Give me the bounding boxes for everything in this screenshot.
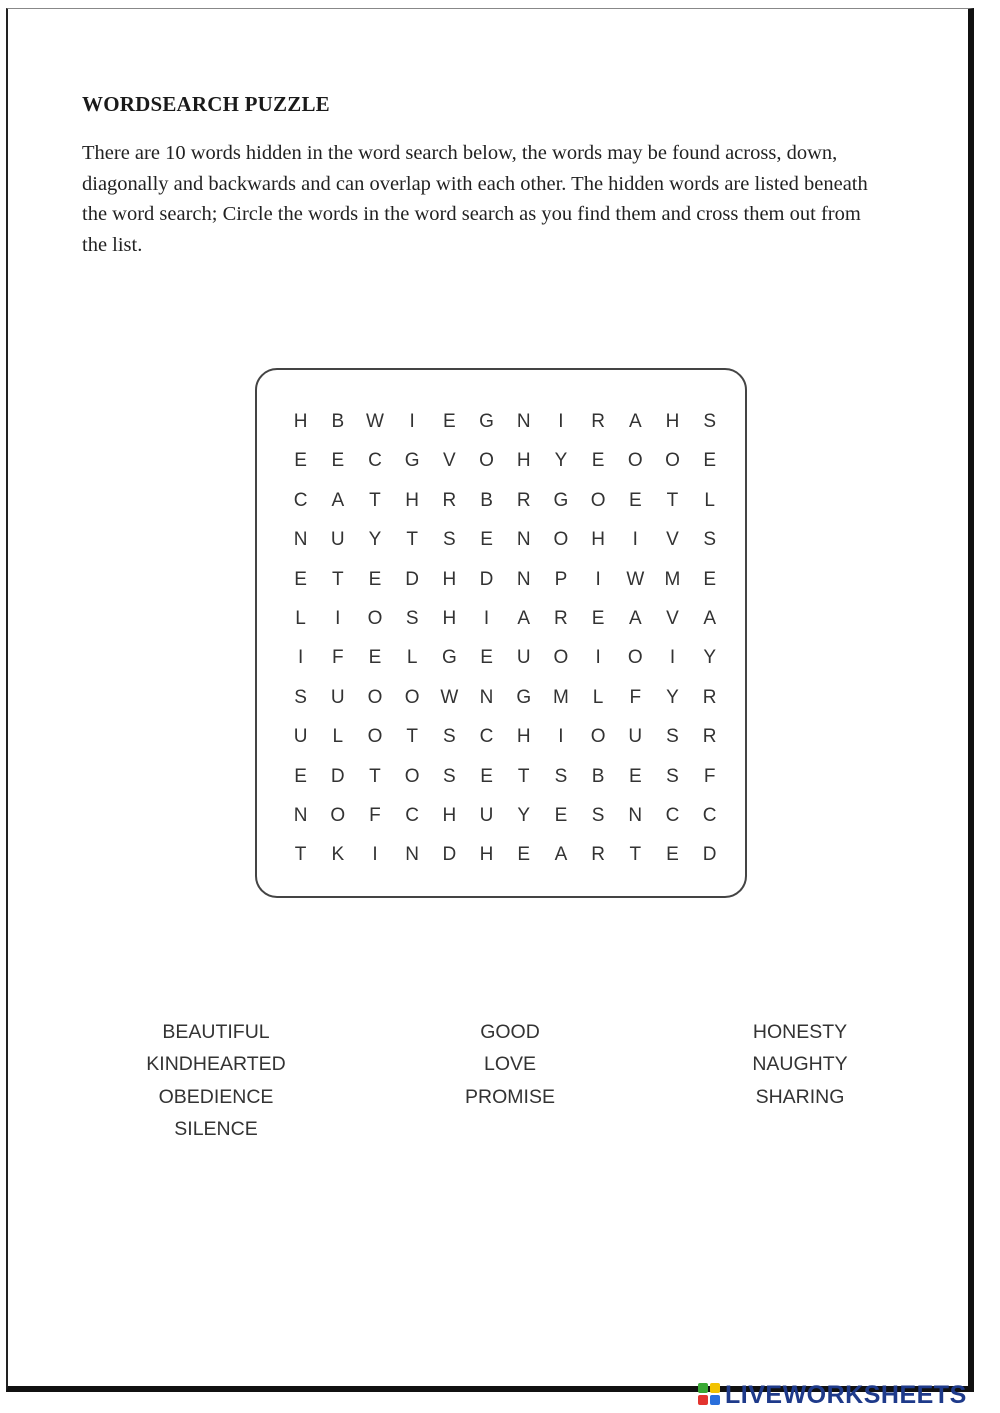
grid-cell[interactable]: B [591, 765, 605, 787]
grid-cell[interactable]: E [480, 765, 493, 787]
grid-cell[interactable]: H [442, 607, 457, 629]
grid-cell[interactable]: I [669, 647, 676, 669]
grid-cell[interactable]: V [666, 607, 679, 629]
grid-cell[interactable]: R [591, 411, 605, 432]
grid-cell[interactable]: H [591, 529, 605, 551]
grid-cell[interactable]: C [293, 489, 308, 511]
grid-cell[interactable]: A [628, 607, 642, 629]
grid-cell[interactable]: N [516, 568, 531, 590]
grid-cell[interactable]: S [443, 529, 456, 551]
grid-cell[interactable]: R [702, 686, 717, 708]
grid-cell[interactable]: T [666, 489, 679, 511]
instructions-text: There are 10 words hidden in the word search below, the words may be found across, down, diagonally and backwards and can overlap with each other. The hidden words are listed beneath the word search; Circle the words in the word search as you find them and cross them out from the list. [82, 142, 868, 256]
grid-cell[interactable]: N [516, 411, 531, 432]
grid-cell[interactable]: E [480, 529, 493, 551]
grid-cell[interactable]: F [703, 765, 716, 787]
logo-text: LIVEWORKSHEETS [725, 1380, 967, 1409]
grid-cell[interactable]: I [595, 568, 601, 590]
grid-cell[interactable]: O [479, 450, 494, 472]
word-list-column-2 [410, 1016, 610, 1113]
grid-cell[interactable]: V [443, 450, 456, 472]
word-list-item: HONESTY [752, 1021, 848, 1043]
grid-cell[interactable]: S [666, 765, 679, 787]
grid-cell[interactable]: D [442, 844, 457, 866]
grid-cell[interactable]: T [406, 529, 418, 551]
grid-cell[interactable]: R [702, 726, 717, 748]
grid-cell[interactable]: H [479, 844, 494, 866]
grid-cell[interactable]: Y [666, 686, 679, 708]
grid-cell[interactable]: D [405, 568, 420, 590]
grid-cell[interactable]: U [516, 647, 531, 669]
grid-cell[interactable]: H [442, 568, 457, 590]
word-list-item: PROMISE [465, 1085, 555, 1108]
grid-cell[interactable]: T [294, 844, 307, 866]
grid-cell[interactable]: A [703, 607, 716, 629]
grid-cell[interactable]: R [591, 844, 605, 866]
grid-cell[interactable]: Y [554, 450, 568, 472]
grid-cell[interactable]: O [627, 450, 643, 472]
grid-cell[interactable]: G [553, 489, 569, 511]
grid-cell[interactable]: T [369, 489, 381, 511]
grid-cell[interactable]: G [516, 686, 532, 708]
grid-cell[interactable]: I [595, 647, 601, 669]
grid-cell[interactable]: A [517, 607, 531, 629]
grid-cell[interactable]: C [405, 804, 420, 826]
grid-cell[interactable]: E [591, 607, 605, 629]
grid-cell[interactable]: C [702, 804, 717, 826]
grid-cell[interactable]: M [552, 686, 569, 708]
word-list-column-3 [700, 1016, 900, 1113]
grid-cell[interactable]: B [480, 489, 493, 511]
grid-cell[interactable]: W [366, 411, 384, 432]
grid-cell[interactable]: O [627, 647, 643, 669]
grid-cell[interactable]: T [369, 765, 381, 787]
grid-cell[interactable]: K [331, 844, 345, 866]
grid-cell[interactable]: H [442, 804, 457, 826]
grid-cell[interactable]: O [404, 686, 420, 708]
grid-cell[interactable]: T [331, 568, 344, 590]
grid-cell[interactable]: H [516, 450, 531, 472]
grid-cell[interactable]: N [516, 529, 531, 551]
grid-cell[interactable]: W [626, 568, 645, 590]
grid-cell[interactable]: I [483, 607, 490, 629]
grid-cell[interactable]: O [665, 450, 680, 472]
grid-cell[interactable]: E [294, 765, 307, 787]
grid-cell[interactable]: N [293, 529, 308, 551]
grid-cell[interactable]: R [516, 489, 531, 511]
wordsearch-grid[interactable] [282, 402, 728, 875]
grid-cell[interactable]: O [590, 726, 606, 748]
grid-cell[interactable]: L [704, 489, 715, 511]
grid-cell[interactable]: E [554, 804, 568, 826]
word-list-item: BEAUTIFUL [162, 1021, 270, 1043]
grid-cell[interactable]: O [367, 726, 383, 748]
word-list-item: OBEDIENCE [158, 1085, 274, 1108]
grid-cell[interactable]: I [558, 411, 564, 432]
grid-cell[interactable]: E [331, 450, 345, 472]
grid-cell[interactable]: E [443, 411, 456, 432]
grid-cell[interactable]: H [293, 411, 308, 432]
page-title: WORDSEARCH PUZZLE [82, 92, 330, 116]
grid-cell[interactable]: G [479, 411, 494, 432]
grid-cell[interactable]: O [330, 804, 346, 826]
grid-cell[interactable]: F [629, 686, 642, 708]
liveworksheets-logo[interactable] [698, 1380, 967, 1410]
grid-cell[interactable]: T [629, 844, 642, 866]
grid-cell[interactable]: H [665, 411, 680, 432]
grid-cell[interactable]: B [331, 411, 345, 432]
grid-cell[interactable]: M [664, 568, 681, 590]
word-list-item: SILENCE [174, 1117, 258, 1140]
grid-cell[interactable]: L [295, 607, 306, 629]
grid-cell[interactable]: L [406, 647, 418, 669]
grid-cell[interactable]: A [628, 411, 642, 432]
grid-cell[interactable]: Y [517, 804, 531, 826]
grid-cell[interactable]: U [330, 529, 345, 551]
grid-cell[interactable]: I [335, 607, 341, 629]
grid-cell[interactable]: I [409, 411, 415, 432]
grid-cell[interactable]: U [293, 726, 308, 748]
grid-cell[interactable]: A [331, 489, 345, 511]
word-list-item: KINDHEARTED [146, 1053, 286, 1076]
grid-cell[interactable]: P [554, 568, 568, 590]
grid-cell[interactable]: S [443, 726, 456, 748]
grid-cell[interactable]: U [479, 804, 494, 826]
grid-cell[interactable]: H [516, 726, 531, 748]
grid-cell[interactable]: E [294, 568, 307, 590]
grid-cell[interactable]: U [330, 686, 345, 708]
grid-cell[interactable]: Y [368, 529, 382, 551]
grid-cell[interactable]: I [558, 726, 564, 748]
grid-cell[interactable]: S [405, 607, 419, 629]
grid-cell[interactable]: I [297, 647, 304, 669]
grid-cell[interactable]: R [554, 607, 568, 629]
grid-cell[interactable]: E [517, 844, 531, 866]
grid-cell[interactable]: E [628, 765, 642, 787]
grid-cell[interactable]: S [703, 411, 716, 432]
grid-cell[interactable]: W [440, 686, 459, 708]
grid-cell[interactable]: S [703, 529, 716, 551]
grid-cell[interactable]: V [666, 529, 679, 551]
grid-cell[interactable]: D [330, 765, 345, 787]
grid-cell[interactable]: R [442, 489, 457, 511]
grid-cell[interactable]: D [479, 568, 494, 590]
grid-cell[interactable]: O [404, 765, 420, 787]
grid-cell[interactable]: O [553, 647, 569, 669]
grid-cell[interactable]: F [369, 804, 381, 826]
grid-cell[interactable]: E [628, 489, 642, 511]
grid-cell[interactable]: H [405, 489, 420, 511]
grid-cell[interactable]: I [632, 529, 638, 551]
grid-cell[interactable]: C [479, 726, 494, 748]
grid-cell[interactable]: L [592, 686, 604, 708]
grid-cell[interactable]: E [480, 647, 493, 669]
grid-cell[interactable]: C [665, 804, 680, 826]
grid-cell[interactable]: S [554, 765, 568, 787]
grid-cell[interactable]: Y [703, 647, 716, 669]
word-list-item: NAUGHTY [752, 1053, 848, 1076]
word-list-item: GOOD [480, 1021, 540, 1043]
grid-cell[interactable]: S [591, 804, 605, 826]
grid-cell[interactable]: G [441, 647, 457, 669]
grid-cell[interactable]: S [443, 765, 456, 787]
word-list-item: SHARING [755, 1085, 845, 1108]
grid-cell[interactable]: G [404, 450, 420, 472]
grid-cell[interactable]: A [554, 844, 568, 866]
word-list-item: LOVE [483, 1053, 537, 1076]
liveworksheets-logo-icon [698, 1383, 722, 1407]
grid-cell[interactable]: I [372, 844, 378, 866]
grid-cell[interactable]: E [703, 568, 716, 590]
grid-cell[interactable]: N [479, 686, 494, 708]
grid-cell[interactable]: E [703, 450, 716, 472]
grid-cell[interactable]: N [405, 844, 420, 866]
grid-cell[interactable]: F [331, 647, 344, 669]
grid-cell[interactable]: O [367, 686, 383, 708]
grid-cell[interactable]: O [367, 607, 383, 629]
grid-cell[interactable]: E [368, 568, 382, 590]
grid-cell[interactable]: N [293, 804, 308, 826]
grid-cell[interactable]: C [368, 450, 382, 472]
grid-cell[interactable]: D [702, 844, 717, 866]
grid-cell[interactable]: T [406, 726, 418, 748]
grid-cell[interactable]: E [666, 844, 679, 866]
grid-cell[interactable]: U [628, 726, 643, 748]
grid-cell[interactable]: O [553, 529, 569, 551]
grid-cell[interactable]: L [332, 726, 344, 748]
grid-cell[interactable]: E [368, 647, 382, 669]
grid-cell[interactable]: E [294, 450, 307, 472]
grid-cell[interactable]: S [666, 726, 679, 748]
grid-cell[interactable]: S [294, 686, 307, 708]
grid-cell[interactable]: T [517, 765, 530, 787]
grid-cell[interactable]: E [591, 450, 605, 472]
word-list-column-1 [116, 1016, 316, 1145]
grid-cell[interactable]: O [590, 489, 606, 511]
grid-cell[interactable]: N [628, 804, 643, 826]
